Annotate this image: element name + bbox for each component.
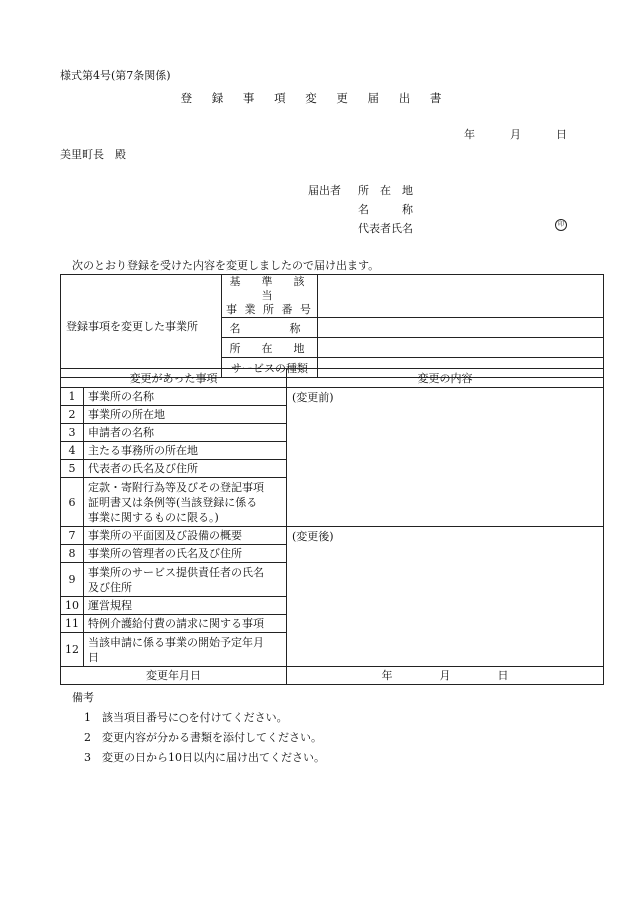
- note-item: [72, 748, 325, 768]
- date-year-label: 年: [464, 128, 475, 141]
- note-text: 変更内容が分かる書類を添付してください。: [102, 731, 322, 744]
- note-text: 該当項目番号に○を付けてください。: [102, 711, 288, 724]
- reporter-representative-label: 代表者氏名: [358, 222, 413, 235]
- item-number: 10: [61, 597, 84, 615]
- item-number: 7: [61, 527, 84, 545]
- item-text: 事業所の名称: [84, 388, 287, 406]
- item-text-line: 及び住所: [88, 580, 132, 594]
- item-text-line: 事業に関するものに限る。): [88, 510, 219, 524]
- note-item: [72, 708, 325, 728]
- form-number: 様式第4号(第7条関係): [60, 69, 171, 82]
- item-number: 1: [61, 388, 84, 406]
- seal-mark-icon: 印: [555, 219, 567, 231]
- item-text: 事業所の管理者の氏名及び住所: [84, 545, 287, 563]
- content-after-cell[interactable]: [287, 527, 604, 667]
- note-number: 1: [84, 711, 91, 724]
- before-label: (変更前): [292, 391, 334, 404]
- item-text-line: 証明書又は条例等(当該登録に係る: [88, 495, 258, 509]
- office-number-label-line1: 基 準 該 当: [229, 275, 326, 302]
- item-text-line: 定款・寄附行為等及びその登記事項: [88, 480, 264, 494]
- note-number: 2: [84, 731, 91, 744]
- item-text: 運営規程: [84, 597, 287, 615]
- change-date-month-label: 月: [439, 669, 451, 682]
- date-month-label: 月: [510, 128, 521, 141]
- item-text: 事業所の所在地: [84, 406, 287, 424]
- note-item: [72, 728, 325, 748]
- office-number-field[interactable]: [318, 275, 604, 318]
- item-number: 4: [61, 442, 84, 460]
- content-before-cell[interactable]: [287, 388, 604, 527]
- changes-table: [60, 368, 604, 685]
- reporter-heading: 届出者: [308, 184, 341, 197]
- item-number: 9: [61, 563, 84, 597]
- office-name-field[interactable]: [318, 318, 604, 338]
- addressee: 美里町長 殿: [60, 148, 126, 161]
- intro-text: 次のとおり登録を受けた内容を変更しましたので届け出ます。: [72, 259, 380, 272]
- service-type-label: サービスの種類: [222, 358, 318, 378]
- item-text: [84, 478, 287, 527]
- col-header-content: 変更の内容: [287, 369, 604, 388]
- item-number: 2: [61, 406, 84, 424]
- item-text-line: 日: [88, 650, 99, 664]
- date-day-label: 日: [556, 128, 567, 141]
- item-number: 11: [61, 615, 84, 633]
- office-address-label: 所 在 地: [222, 338, 318, 358]
- notes-section: [72, 688, 325, 768]
- change-date-label: 変更年月日: [61, 667, 287, 685]
- item-number: 12: [61, 633, 84, 667]
- item-text: [84, 633, 287, 667]
- item-number: 3: [61, 424, 84, 442]
- item-text: 特例介護給付費の請求に関する事項: [84, 615, 287, 633]
- item-text-line: 当該申請に係る事業の開始予定年月: [88, 635, 264, 649]
- col-header-items: 変更があった事項: [61, 369, 287, 388]
- item-number: 8: [61, 545, 84, 563]
- change-date-field[interactable]: [287, 667, 604, 685]
- office-number-label: [222, 275, 326, 318]
- office-name-label: 名 称: [222, 318, 318, 338]
- document-title: 登 録 事 項 変 更 届 出 書: [180, 91, 450, 105]
- submission-date: [464, 126, 567, 142]
- item-text: 主たる事務所の所在地: [84, 442, 287, 460]
- office-table: [60, 274, 604, 378]
- item-text: [84, 563, 287, 597]
- office-number-label-line2: 事 業 所 番 号: [226, 303, 313, 316]
- change-date-year-label: 年: [381, 669, 393, 682]
- item-text: 申請者の名称: [84, 424, 287, 442]
- change-date-day-label: 日: [497, 669, 509, 682]
- reporter-block: [308, 181, 422, 238]
- item-text: 事業所の平面図及び設備の概要: [84, 527, 287, 545]
- after-label: (変更後): [292, 530, 334, 543]
- item-text-line: 事業所のサービス提供責任者の氏名: [88, 565, 264, 579]
- reporter-address-label: 所 在 地: [358, 184, 413, 197]
- notes-heading: 備考: [72, 691, 94, 704]
- office-row-header: 登録事項を変更した事業所: [61, 275, 222, 378]
- note-number: 3: [84, 751, 91, 764]
- item-text: 代表者の氏名及び住所: [84, 460, 287, 478]
- reporter-name-label: 名 称: [358, 203, 413, 216]
- item-number: 5: [61, 460, 84, 478]
- office-address-field[interactable]: [318, 338, 604, 358]
- item-number: 6: [61, 478, 84, 527]
- note-text: 変更の日から10日以内に届け出てください。: [102, 751, 325, 764]
